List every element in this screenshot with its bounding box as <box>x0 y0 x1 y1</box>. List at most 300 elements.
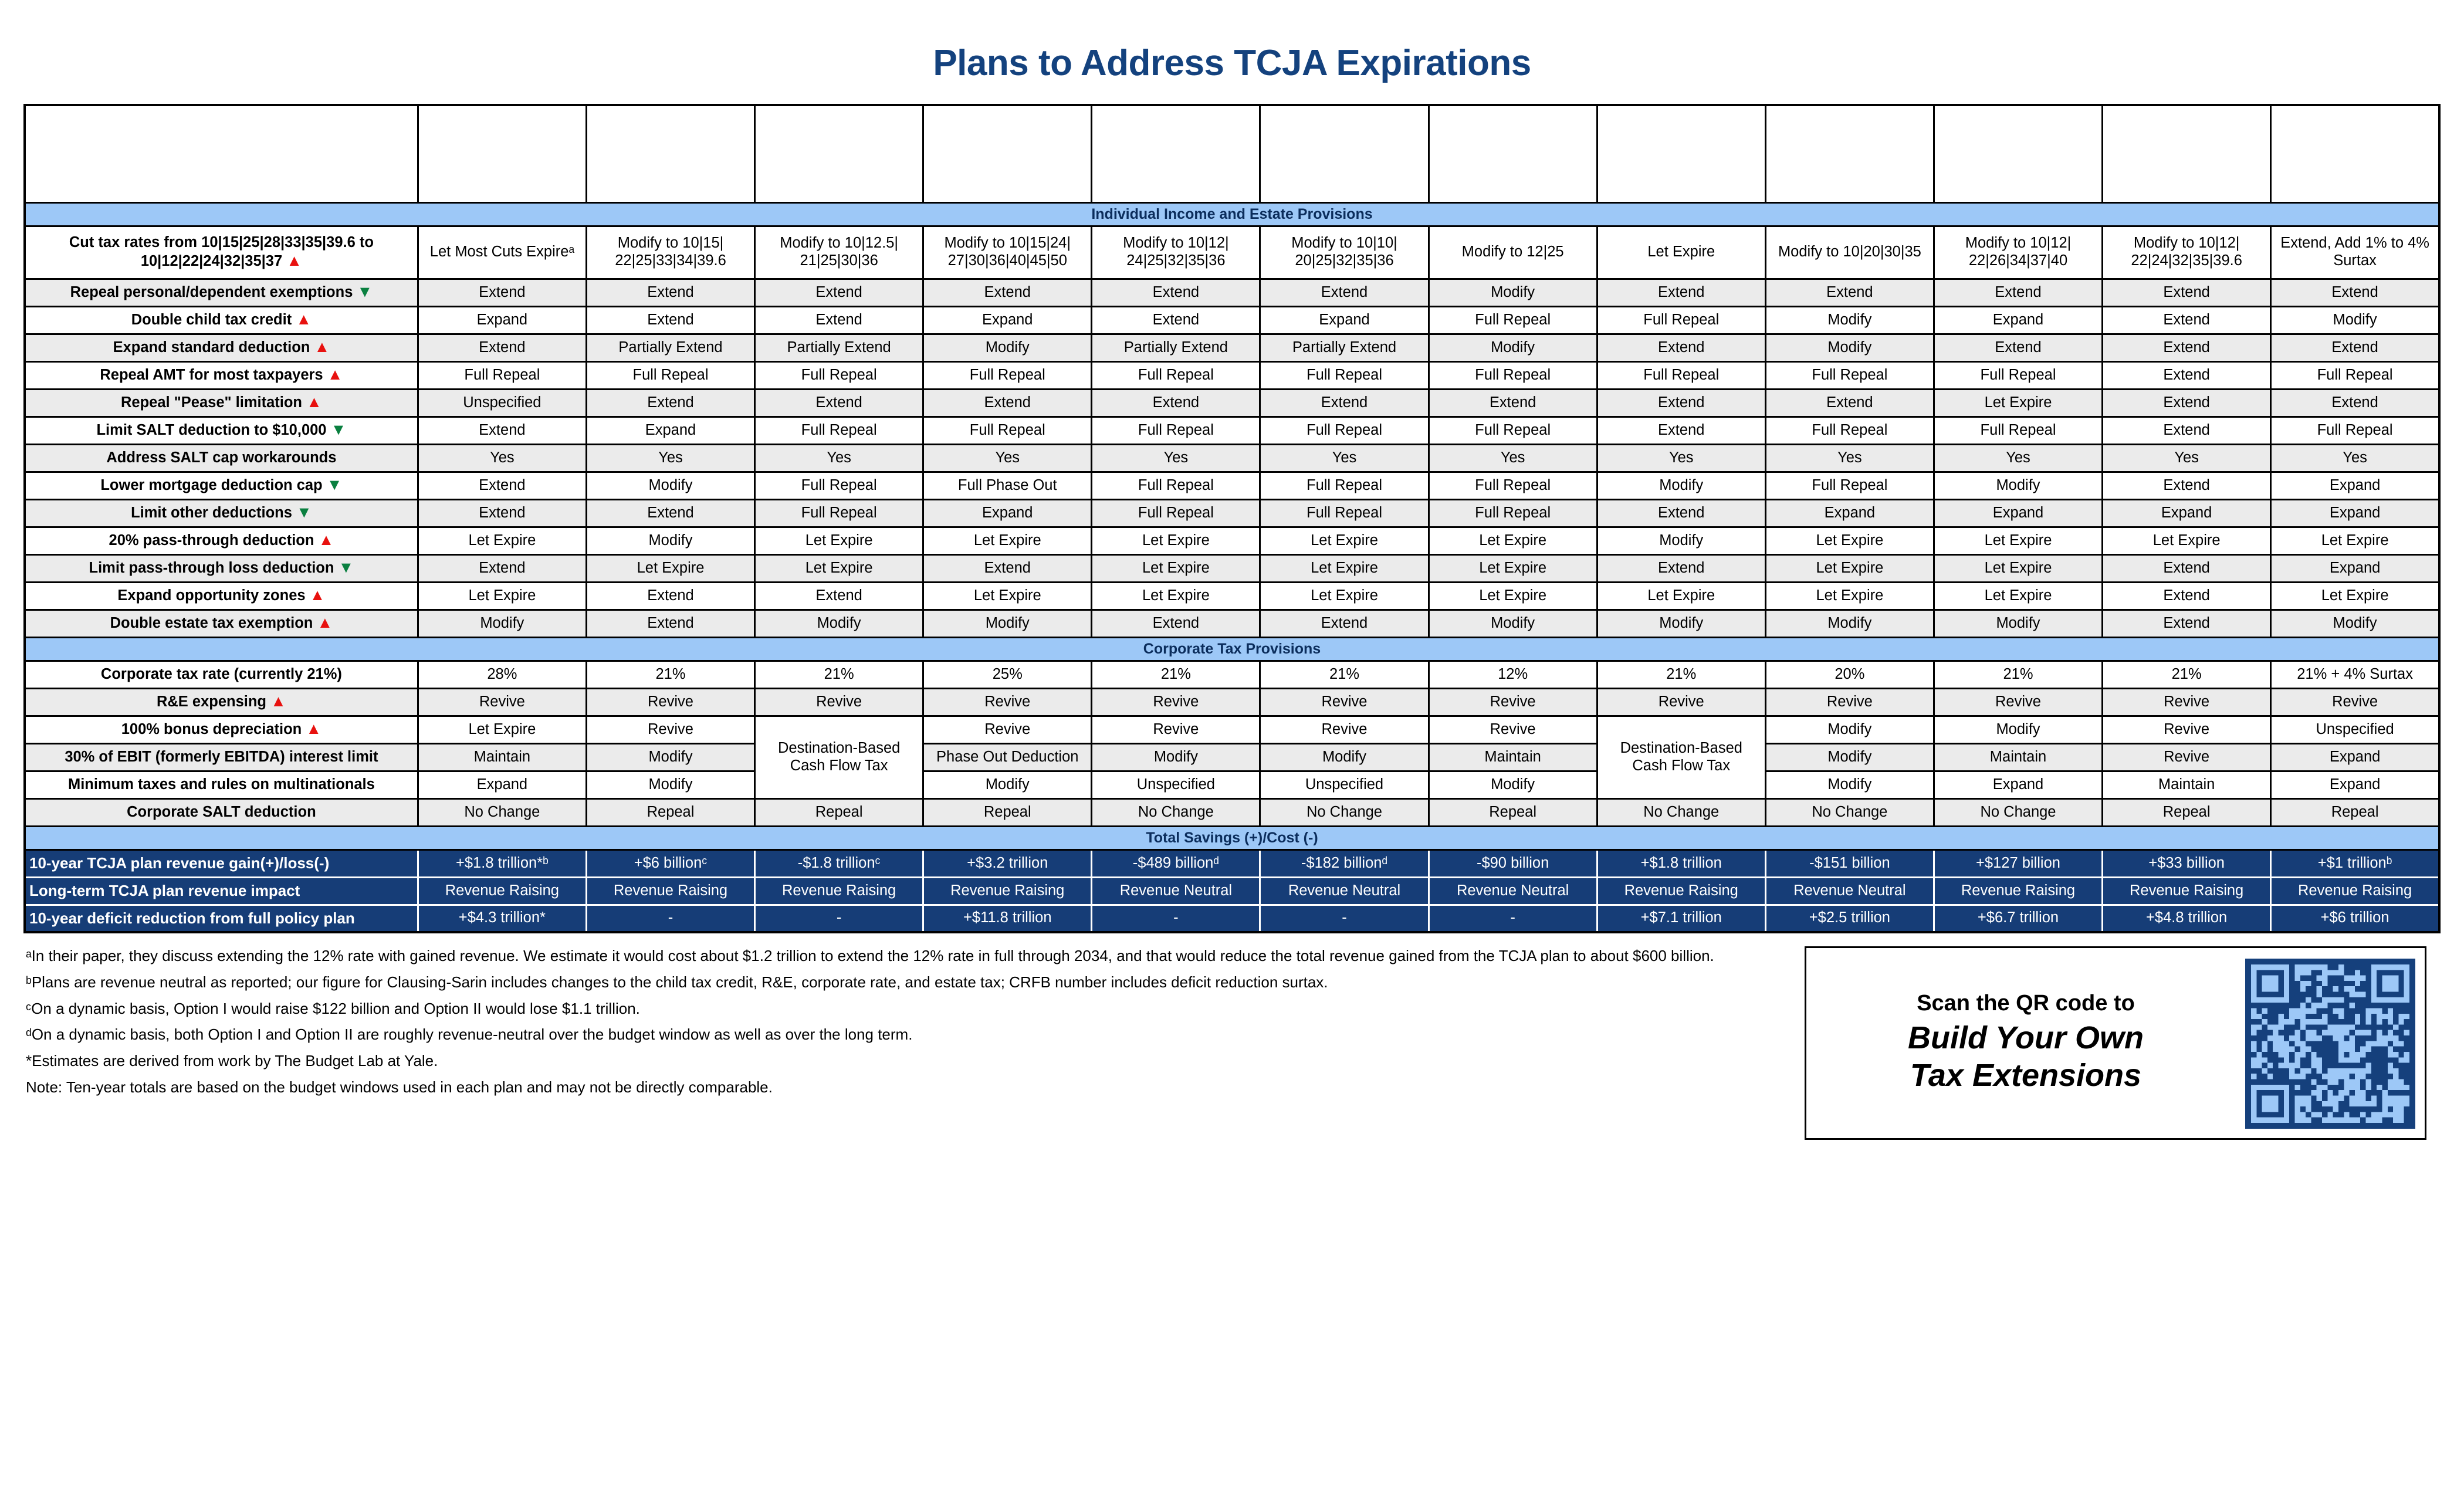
policy-label <box>25 306 418 334</box>
table-cell: Yes <box>1597 444 1765 472</box>
table-cell: Extend <box>1597 417 1765 444</box>
column-header-plan-5: Tax Foundation I <box>1092 105 1260 202</box>
column-header-plan-2: Pomerleau-Schneider I <box>586 105 754 202</box>
total-cell: +$4.8 trillion <box>2103 905 2271 932</box>
table-cell: Maintain <box>2103 771 2271 798</box>
table-cell: Extend <box>418 279 586 306</box>
table-cell: Extend <box>2271 389 2439 417</box>
table-cell: Extend <box>1092 389 1260 417</box>
table-cell: Extend <box>1429 389 1597 417</box>
table-cell: Full Repeal <box>1765 417 1934 444</box>
column-header-plan-4: Progressive Policy Institute <box>923 105 1092 202</box>
table-cell: No Change <box>1260 798 1429 826</box>
table-cell: 21% <box>1934 661 2102 688</box>
policy-label-text: Limit SALT deduction to $10,000 <box>96 421 327 438</box>
table-cell: Modify to 10|12| 22|24|32|35|39.6 <box>2103 226 2271 279</box>
table-cell: Modify <box>586 527 754 554</box>
table-cell: Revive <box>2103 716 2271 743</box>
table-cell: Expand <box>2271 499 2439 527</box>
table-row <box>25 226 2439 279</box>
table-cell: Modify to 10|12| 22|26|34|37|40 <box>1934 226 2102 279</box>
table-cell: Expand <box>418 306 586 334</box>
table-cell: Extend <box>1260 610 1429 637</box>
table-cell: Yes <box>1765 444 1934 472</box>
total-cell: -$90 billion <box>1429 849 1597 877</box>
table-cell: Extend <box>2103 554 2271 582</box>
policy-label-text: Expand standard deduction <box>113 339 310 356</box>
table-cell: Let Expire <box>1765 527 1934 554</box>
table-cell: Repeal <box>1429 798 1597 826</box>
footnotes-block <box>26 946 1792 1104</box>
policy-label <box>25 472 418 499</box>
column-header-plan-7: Cato <box>1429 105 1597 202</box>
table-cell: Extend <box>923 389 1092 417</box>
table-cell: Expand <box>2271 743 2439 771</box>
table-cell: Extend <box>586 582 754 610</box>
total-cell: -$1.8 trillionᶜ <box>755 849 923 877</box>
table-cell: Full Repeal <box>1597 306 1765 334</box>
table-cell: Yes <box>418 444 586 472</box>
table-cell: Let Expire <box>1597 582 1765 610</box>
table-cell: Repeal <box>755 798 923 826</box>
table-row-total <box>25 849 2439 877</box>
table-cell: Let Expire <box>1934 582 2102 610</box>
policy-label-text: Expand opportunity zones <box>117 587 306 604</box>
increase-arrow-icon: ▲ <box>306 719 322 737</box>
table-cell: Let Expire <box>1765 582 1934 610</box>
table-cell: Yes <box>923 444 1092 472</box>
table-cell: Full Repeal <box>755 499 923 527</box>
table-row <box>25 716 2439 743</box>
table-cell: Let Expire <box>1597 226 1765 279</box>
table-cell: Full Repeal <box>1429 361 1597 389</box>
increase-arrow-icon: ▲ <box>318 530 334 549</box>
policy-label-text: Cut tax rates from 10|15|25|28|33|35|39.6 to 10|12|22|24|32|35|37 <box>69 234 374 269</box>
column-header-plan-10: Bipartisan Policy Center <box>1934 105 2102 202</box>
table-cell: Partially Extend <box>586 334 754 361</box>
table-cell: 28% <box>418 661 586 688</box>
table-cell: Extend <box>1934 279 2102 306</box>
table-cell: Revive <box>1597 688 1765 716</box>
table-cell: Extend <box>586 499 754 527</box>
table-cell: Extend <box>1597 389 1765 417</box>
increase-arrow-icon: ▲ <box>309 585 326 604</box>
table-cell: Modify <box>1765 610 1934 637</box>
table-cell: Extend <box>2103 472 2271 499</box>
table-cell: Extend <box>1092 306 1260 334</box>
increase-arrow-icon: ▲ <box>306 392 322 411</box>
table-cell: Let Expire <box>1260 554 1429 582</box>
footnote: ᵇPlans are revenue neutral as reported; our figure for Clausing-Sarin includes changes to the child tax credit, R&E, corporate rate, and estate tax; CRFB number includes deficit reduction surtax. <box>26 973 1328 991</box>
table-row <box>25 743 2439 771</box>
decrease-arrow-icon: ▼ <box>330 420 347 438</box>
policy-label-text: 30% of EBIT (formerly EBITDA) interest limit <box>65 748 378 765</box>
table-cell: Modify <box>923 771 1092 798</box>
table-cell: Full Repeal <box>1597 361 1765 389</box>
increase-arrow-icon: ▲ <box>296 310 312 328</box>
table-cell: Modify <box>586 771 754 798</box>
increase-arrow-icon: ▲ <box>286 252 302 269</box>
total-cell: +$6 trillion <box>2271 905 2439 932</box>
table-cell: Extend <box>418 334 586 361</box>
table-cell: 21% <box>1597 661 1765 688</box>
total-cell: - <box>1429 905 1597 932</box>
table-cell: 21% <box>1260 661 1429 688</box>
footer-area <box>0 946 2464 1140</box>
table-cell: Modify <box>1429 279 1597 306</box>
table-cell: Modify <box>1429 771 1597 798</box>
table-cell: Full Repeal <box>1092 417 1260 444</box>
total-cell: -$151 billion <box>1765 849 1934 877</box>
footnote: ᵈOn a dynamic basis, both Option I and Option II are roughly revenue-neutral over the budget window as well as over the long term. <box>26 1025 913 1044</box>
table-cell: Let Expire <box>1260 582 1429 610</box>
merged-cell-destination-based-cash-flow-tax: Destination-Based Cash Flow Tax <box>1597 716 1765 798</box>
table-cell: Extend <box>1597 499 1765 527</box>
qr-callout-box[interactable] <box>1805 946 2426 1140</box>
section-total-savings-label: Total Savings (+)/Cost (-) <box>25 826 2439 849</box>
table-cell: Extend <box>1597 334 1765 361</box>
total-label: 10-year TCJA plan revenue gain(+)/loss(-) <box>25 849 418 877</box>
increase-arrow-icon: ▲ <box>270 692 286 710</box>
table-cell: Full Repeal <box>1429 472 1597 499</box>
table-cell: Modify <box>2271 610 2439 637</box>
policy-label <box>25 661 418 688</box>
total-cell: +$127 billion <box>1934 849 2102 877</box>
table-cell: Full Repeal <box>1429 417 1597 444</box>
total-cell: - <box>1092 905 1260 932</box>
policy-label <box>25 389 418 417</box>
policy-label-text: 20% pass-through deduction <box>109 532 314 549</box>
table-cell: Unspecified <box>1260 771 1429 798</box>
table-cell: Modify <box>1597 527 1765 554</box>
table-cell: Yes <box>755 444 923 472</box>
table-cell: Modify <box>1765 716 1934 743</box>
table-cell: 20% <box>1765 661 1934 688</box>
table-cell: Modify <box>1429 610 1597 637</box>
table-cell: Extend <box>755 389 923 417</box>
policy-label-text: Lower mortgage deduction cap <box>100 476 323 493</box>
policy-label-text: Limit pass-through loss deduction <box>89 559 334 576</box>
column-header-plan-12: CRFB Budget Blueprint <box>2271 105 2439 202</box>
table-cell: 12% <box>1429 661 1597 688</box>
table-cell: Extend <box>586 279 754 306</box>
table-cell: Modify <box>923 334 1092 361</box>
table-cell: Repeal <box>923 798 1092 826</box>
table-cell: Modify to 10|10| 20|25|32|35|36 <box>1260 226 1429 279</box>
table-cell: Full Phase Out <box>923 472 1092 499</box>
table-row-total <box>25 905 2439 932</box>
table-cell: Extend <box>418 499 586 527</box>
decrease-arrow-icon: ▼ <box>338 558 354 576</box>
table-cell: Revive <box>1765 688 1934 716</box>
table-cell: Full Repeal <box>1934 361 2102 389</box>
table-cell: Extend <box>755 279 923 306</box>
table-cell: No Change <box>1597 798 1765 826</box>
table-cell: Expand <box>1934 771 2102 798</box>
table-cell: Let Expire <box>418 527 586 554</box>
table-cell: Unspecified <box>1092 771 1260 798</box>
table-cell: Extend <box>1765 279 1934 306</box>
table-cell: Revive <box>1092 716 1260 743</box>
total-cell: +$1 trillionᵇ <box>2271 849 2439 877</box>
table-cell: Full Repeal <box>1765 361 1934 389</box>
table-row <box>25 798 2439 826</box>
total-cell: - <box>1260 905 1429 932</box>
table-cell: Extend <box>2103 361 2271 389</box>
table-cell: Extend <box>1092 610 1260 637</box>
table-row <box>25 610 2439 637</box>
table-header <box>25 105 2439 202</box>
table-cell: Expand <box>2271 472 2439 499</box>
table-cell: Full Repeal <box>923 361 1092 389</box>
table-cell: Modify <box>1934 472 2102 499</box>
policy-label <box>25 499 418 527</box>
table-row <box>25 771 2439 798</box>
table-cell: Full Repeal <box>1260 361 1429 389</box>
table-cell: Full Repeal <box>755 361 923 389</box>
table-cell: Let Expire <box>1429 527 1597 554</box>
table-cell: Let Expire <box>755 554 923 582</box>
total-cell: Revenue Neutral <box>1429 877 1597 905</box>
policy-label-text: Double child tax credit <box>131 311 292 328</box>
table-cell: Yes <box>2103 444 2271 472</box>
footnote: Note: Ten-year totals are based on the budget windows used in each plan and may not be directly comparable. <box>26 1078 773 1096</box>
table-cell: Modify <box>418 610 586 637</box>
policy-label-text: Corporate SALT deduction <box>127 803 316 820</box>
table-cell: Modify <box>1429 334 1597 361</box>
table-cell: 21% + 4% Surtax <box>2271 661 2439 688</box>
column-header-plan-8: American Action Forum <box>1597 105 1765 202</box>
table-cell: Extend <box>2271 279 2439 306</box>
policy-label-text: Repeal personal/dependent exemptions <box>70 283 353 300</box>
table-cell: Full Repeal <box>1934 417 2102 444</box>
total-cell: Revenue Raising <box>923 877 1092 905</box>
table-cell: Yes <box>1429 444 1597 472</box>
policy-label <box>25 743 418 771</box>
table-cell: Revive <box>2271 688 2439 716</box>
table-cell: Extend <box>2103 306 2271 334</box>
table-row <box>25 306 2439 334</box>
qr-line-2: Build Your Own <box>1908 1020 2144 1055</box>
table-cell: Maintain <box>418 743 586 771</box>
policy-label <box>25 688 418 716</box>
table-cell: Let Expire <box>2103 527 2271 554</box>
table-cell: Let Expire <box>418 716 586 743</box>
policy-label <box>25 554 418 582</box>
table-cell: Full Repeal <box>2271 361 2439 389</box>
table-cell: 21% <box>586 661 754 688</box>
total-label: 10-year deficit reduction from full policy plan <box>25 905 418 932</box>
table-cell: Modify to 10|15|24| 27|30|36|40|45|50 <box>923 226 1092 279</box>
table-cell: Revive <box>586 688 754 716</box>
table-cell: Revive <box>1092 688 1260 716</box>
total-cell: +$6.7 trillion <box>1934 905 2102 932</box>
table-cell: Revive <box>586 716 754 743</box>
total-cell: - <box>586 905 754 932</box>
table-row <box>25 554 2439 582</box>
table-cell: 25% <box>923 661 1092 688</box>
table-cell: Expand <box>1765 499 1934 527</box>
decrease-arrow-icon: ▼ <box>296 503 312 521</box>
table-cell: Extend <box>2103 334 2271 361</box>
table-cell: Let Expire <box>755 527 923 554</box>
table-cell: Revive <box>418 688 586 716</box>
table-cell: Extend <box>418 472 586 499</box>
policy-label-text: 100% bonus depreciation <box>121 720 302 737</box>
table-cell: No Change <box>1765 798 1934 826</box>
column-header-plan-6: Tax Foundation II <box>1260 105 1429 202</box>
table-cell: Modify <box>1597 472 1765 499</box>
qr-code-icon[interactable] <box>2245 959 2415 1129</box>
total-cell: +$2.5 trillion <box>1765 905 1934 932</box>
total-cell: Revenue Raising <box>586 877 754 905</box>
table-cell: Partially Extend <box>1092 334 1260 361</box>
policy-label-text: R&E expensing <box>156 693 267 710</box>
table-row <box>25 472 2439 499</box>
table-cell: Extend <box>418 417 586 444</box>
table-row <box>25 499 2439 527</box>
table-cell: Let Expire <box>1934 527 2102 554</box>
table-cell: Let Expire <box>923 527 1092 554</box>
policy-label-text: Minimum taxes and rules on multinationals <box>67 776 375 793</box>
total-cell: Revenue Raising <box>1597 877 1765 905</box>
table-cell: Extend <box>923 279 1092 306</box>
policy-label <box>25 417 418 444</box>
table-cell: Modify <box>755 610 923 637</box>
table-row <box>25 389 2439 417</box>
policy-label <box>25 771 418 798</box>
footnote: *Estimates are derived from work by The Budget Lab at Yale. <box>26 1052 438 1070</box>
table-cell: Maintain <box>1934 743 2102 771</box>
total-cell: Revenue Neutral <box>1092 877 1260 905</box>
table-cell: Full Repeal <box>1260 417 1429 444</box>
policy-label-text: Limit other deductions <box>131 504 292 521</box>
table-cell: Full Repeal <box>1092 499 1260 527</box>
page-title: Plans to Address TCJA Expirations <box>933 43 1531 83</box>
policy-label-text: Double estate tax exemption <box>110 614 313 631</box>
total-cell: -$182 billionᵈ <box>1260 849 1429 877</box>
table-row <box>25 527 2439 554</box>
table-cell: Extend <box>1765 389 1934 417</box>
total-cell: Revenue Raising <box>755 877 923 905</box>
table-cell: Expand <box>2271 554 2439 582</box>
section-corporate-tax-label: Corporate Tax Provisions <box>25 637 2439 661</box>
decrease-arrow-icon: ▼ <box>357 282 373 300</box>
table-cell: Unspecified <box>418 389 586 417</box>
policy-label <box>25 444 418 472</box>
table-cell: Yes <box>586 444 754 472</box>
total-cell: +$1.8 trillion*ᵇ <box>418 849 586 877</box>
table-cell: Let Expire <box>2271 582 2439 610</box>
table-cell: Expand <box>418 771 586 798</box>
table-cell: Full Repeal <box>2271 417 2439 444</box>
column-header-plan-3: Pomerleau-Schneider II <box>755 105 923 202</box>
table-cell: Maintain <box>1429 743 1597 771</box>
qr-line-1: Scan the QR code to <box>1917 990 2135 1016</box>
total-cell: +$1.8 trillion <box>1597 849 1765 877</box>
policy-label <box>25 361 418 389</box>
table-cell: Let Expire <box>1429 554 1597 582</box>
table-cell: Modify <box>1934 610 2102 637</box>
table-cell: Extend <box>2103 279 2271 306</box>
table-cell: Let Expire <box>1092 582 1260 610</box>
table-cell: Let Expire <box>418 582 586 610</box>
table-cell: Repeal <box>2103 798 2271 826</box>
table-row-total <box>25 877 2439 905</box>
table-cell: Expand <box>923 306 1092 334</box>
table-cell: Repeal <box>2271 798 2439 826</box>
table-cell: Modify <box>1765 306 1934 334</box>
table-cell: 21% <box>755 661 923 688</box>
qr-callout-text <box>1806 948 2245 1138</box>
table-cell: Yes <box>1260 444 1429 472</box>
table-row <box>25 361 2439 389</box>
table-cell: Revive <box>1260 716 1429 743</box>
total-cell: +$3.2 trillion <box>923 849 1092 877</box>
table-cell: Full Repeal <box>1260 499 1429 527</box>
total-cell: - <box>755 905 923 932</box>
table-cell: No Change <box>1092 798 1260 826</box>
table-cell: Extend <box>586 306 754 334</box>
table-cell: Full Repeal <box>1429 499 1597 527</box>
total-cell: Revenue Neutral <box>1765 877 1934 905</box>
table-cell: Modify <box>1765 771 1934 798</box>
policy-label <box>25 582 418 610</box>
column-header-plan-9: American Enterprise Institute <box>1765 105 1934 202</box>
table-cell: Unspecified <box>2271 716 2439 743</box>
increase-arrow-icon: ▲ <box>327 365 343 383</box>
table-cell: Modify <box>586 743 754 771</box>
table-cell: Expand <box>2103 499 2271 527</box>
table-cell: 21% <box>2103 661 2271 688</box>
column-header-plan-11: Manhattan Institute <box>2103 105 2271 202</box>
table-cell: Extend <box>755 582 923 610</box>
section-individual-income-label: Individual Income and Estate Provisions <box>25 202 2439 226</box>
table-row <box>25 688 2439 716</box>
table-cell: Revive <box>923 716 1092 743</box>
table-cell: Full Repeal <box>755 472 923 499</box>
table-cell: Modify <box>1934 716 2102 743</box>
policy-label-text: Repeal AMT for most taxpayers <box>100 366 323 383</box>
total-cell: +$33 billion <box>2103 849 2271 877</box>
table-cell: Expand <box>586 417 754 444</box>
table-cell: Yes <box>1092 444 1260 472</box>
table-row <box>25 661 2439 688</box>
table-row <box>25 334 2439 361</box>
table-cell: No Change <box>418 798 586 826</box>
table-cell: Partially Extend <box>755 334 923 361</box>
table-cell: Revive <box>2103 743 2271 771</box>
table-cell: Full Repeal <box>923 417 1092 444</box>
policy-label <box>25 527 418 554</box>
table-cell: Repeal <box>586 798 754 826</box>
increase-arrow-icon: ▲ <box>317 613 333 631</box>
table-cell: 21% <box>1092 661 1260 688</box>
table-cell: Extend <box>2271 334 2439 361</box>
table-cell: Modify to 10|20|30|35 <box>1765 226 1934 279</box>
table-cell: Full Repeal <box>1092 472 1260 499</box>
qr-line-3: Tax Extensions <box>1910 1057 2142 1093</box>
table-cell: Extend <box>586 389 754 417</box>
table-cell: Full Repeal <box>418 361 586 389</box>
table-cell: Extend <box>586 610 754 637</box>
table-cell: Modify to 10|15| 22|25|33|34|39.6 <box>586 226 754 279</box>
table-cell: Revive <box>1934 688 2102 716</box>
section-individual-income <box>25 202 2439 226</box>
policy-label <box>25 610 418 637</box>
table-row <box>25 444 2439 472</box>
table-cell: Expand <box>2271 771 2439 798</box>
